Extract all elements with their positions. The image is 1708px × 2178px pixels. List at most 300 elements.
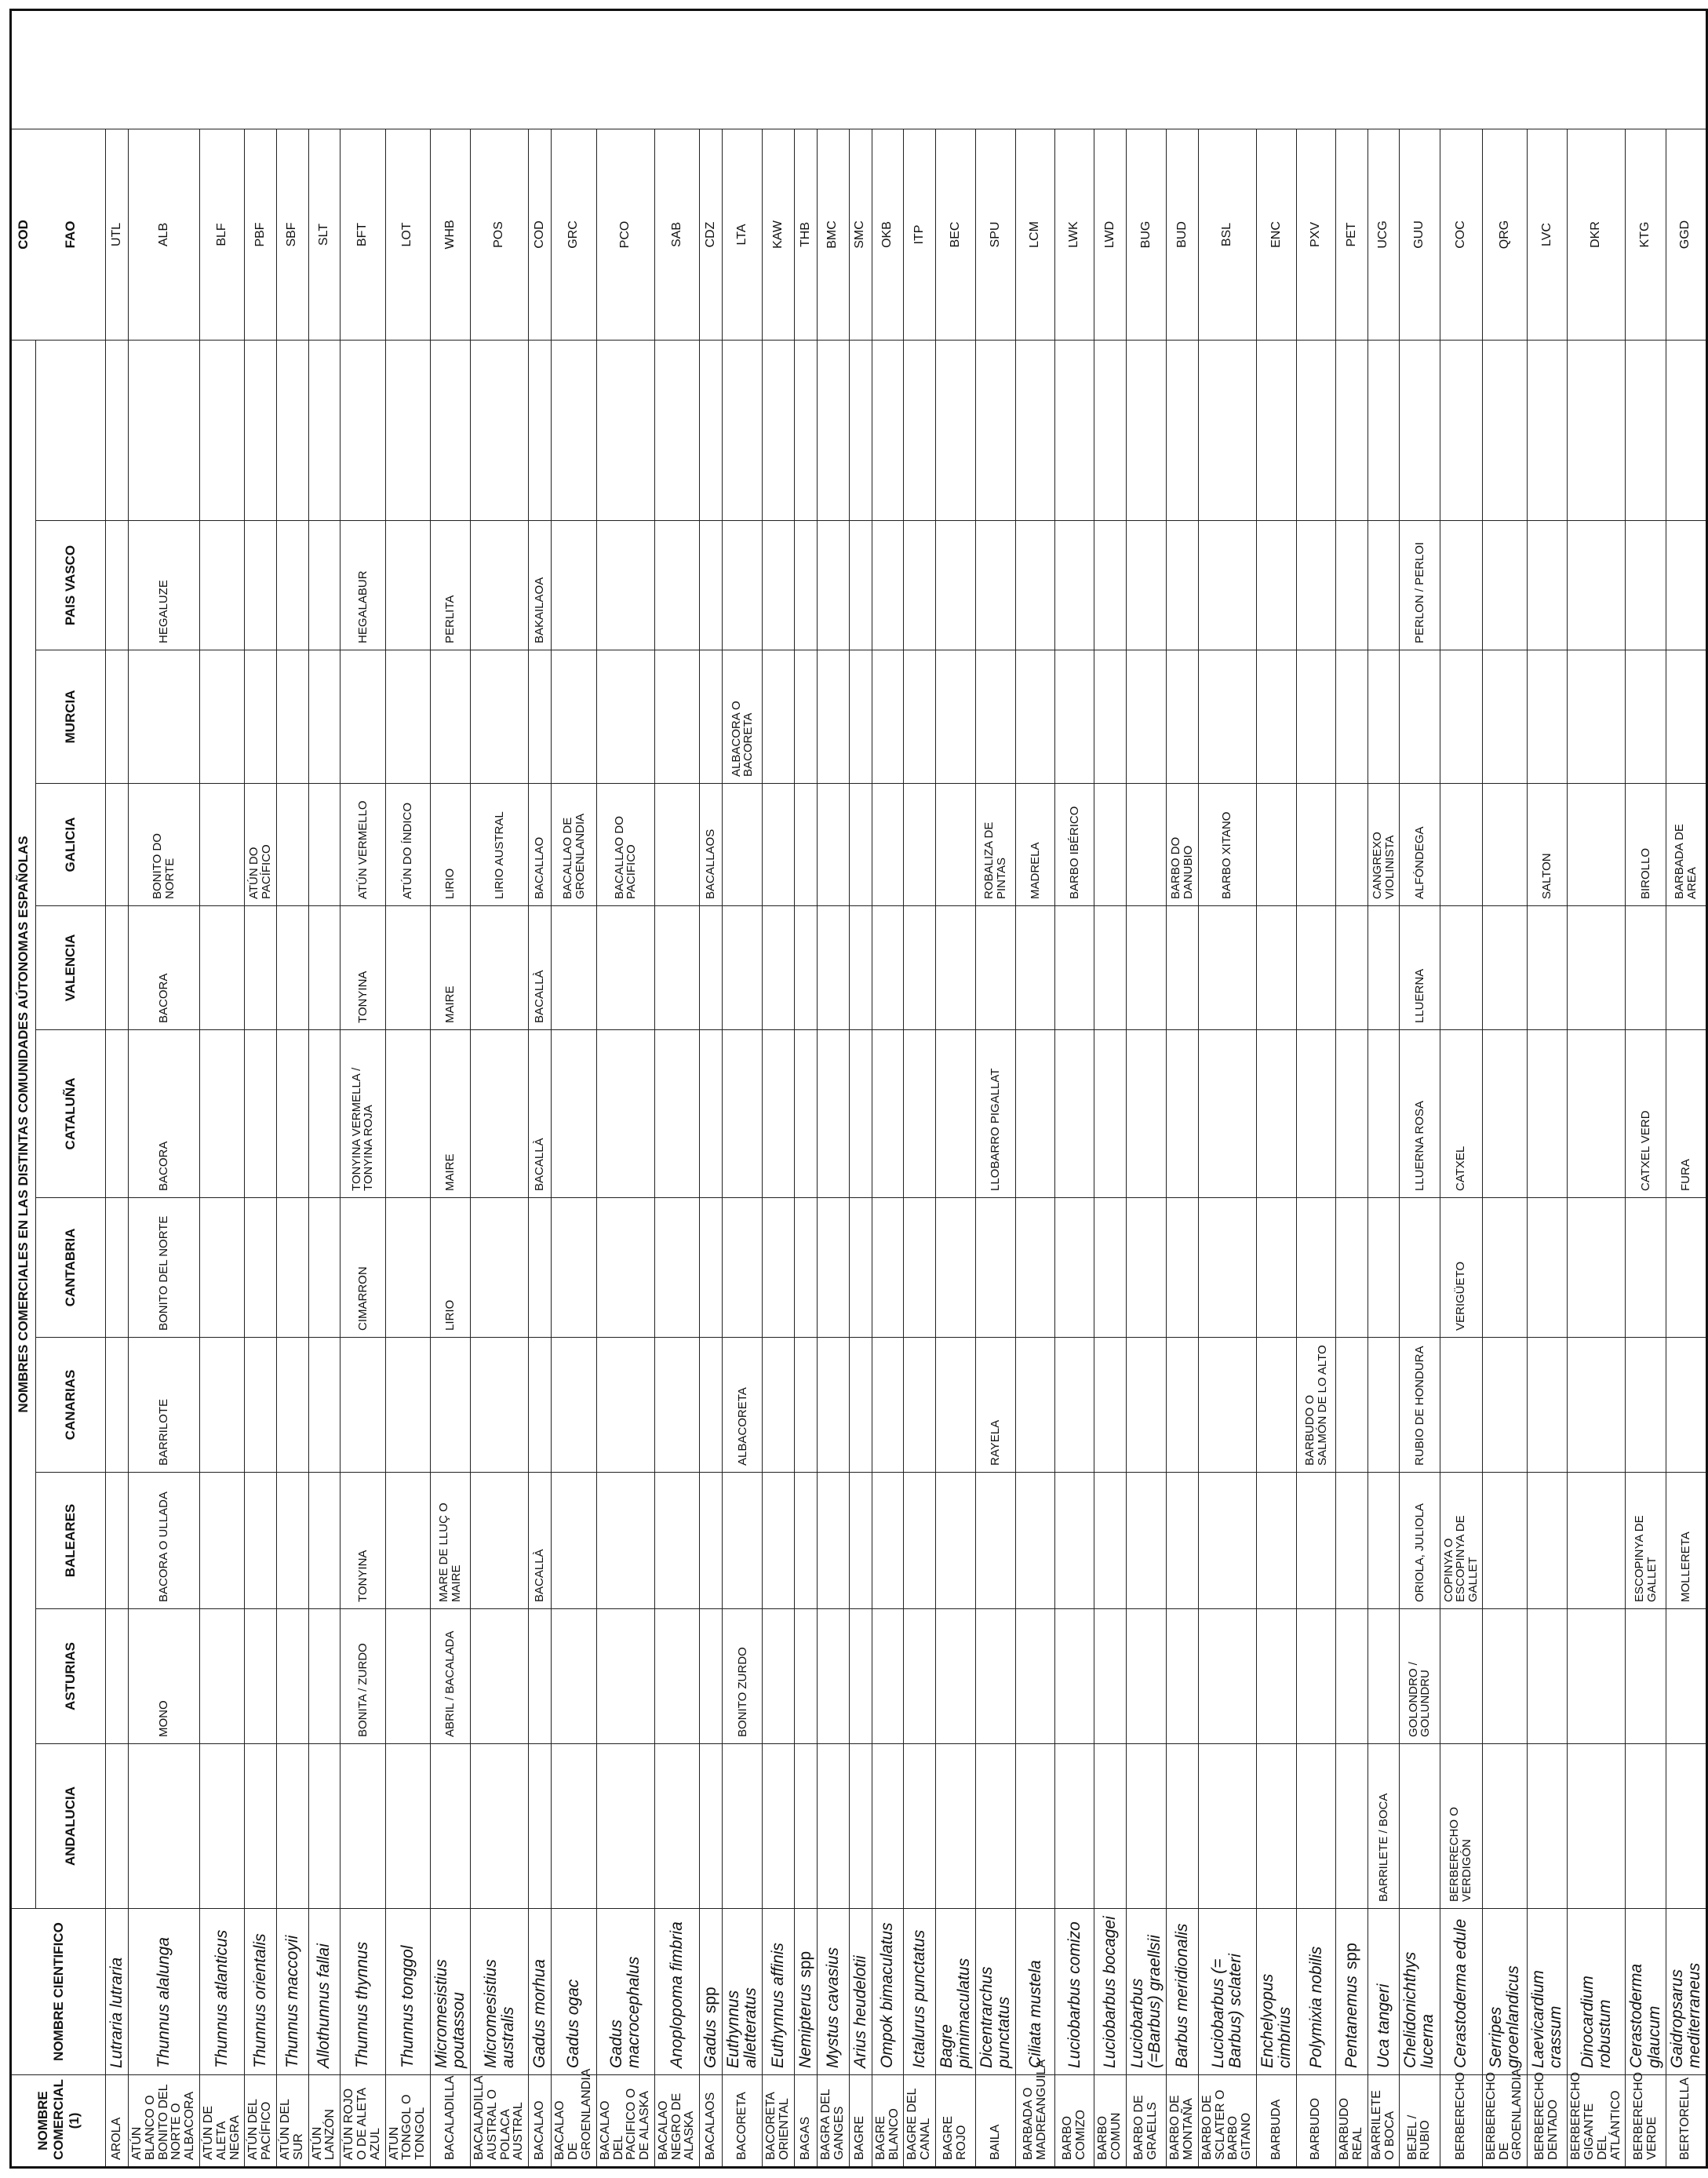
- regional-name-cell: [1440, 784, 1482, 906]
- regional-name-cell: [1256, 906, 1296, 1030]
- regional-name-cell: [471, 1473, 529, 1609]
- table-row: [723, 9, 763, 2167]
- common-name-cell: BARBO COMIZO: [1055, 2075, 1094, 2168]
- col-header-cod: COD: [11, 129, 36, 340]
- spacer-cell: [129, 340, 200, 520]
- regional-name-cell: [1127, 521, 1167, 650]
- common-name-cell: BARBUDO: [1297, 2075, 1336, 2168]
- regional-name-cell: [106, 1609, 129, 1744]
- regional-name-cell: [552, 906, 596, 1030]
- regional-name-cell: ORIOLA, JULIOLA: [1400, 1473, 1440, 1609]
- fao-code-cell: SLT: [308, 129, 341, 340]
- regional-name-cell: [935, 1030, 975, 1198]
- fao-code-cell: PXV: [1297, 129, 1336, 340]
- regional-name-cell: [1626, 1744, 1666, 1909]
- spacer-cell: [1094, 340, 1127, 520]
- fao-code-cell: ALB: [129, 129, 200, 340]
- table-title: NOMBRES COMERCIALES EN LAS DISTINTAS COMUNIDADES AÚTONOMAS ESPAÑOLAS: [11, 340, 36, 1908]
- fao-code-cell: KTG: [1626, 129, 1666, 340]
- regional-name-cell: [1666, 521, 1706, 650]
- scientific-name-text: Uca tangeri: [1374, 1983, 1393, 2068]
- regional-name-cell: [1626, 1609, 1666, 1744]
- spacer-cell: [1367, 340, 1400, 520]
- regional-name-cell: [277, 521, 309, 650]
- scientific-name-text: Gadus morhua: [530, 1959, 549, 2068]
- scientific-name-text: Serripes groenlandicus: [1486, 1965, 1522, 2068]
- scientific-name-cell: [471, 1909, 529, 2075]
- spacer-cell: [700, 340, 723, 520]
- regional-name-cell: [723, 1744, 763, 1909]
- scientific-name-text: Micromesistius poutassou: [432, 1959, 468, 2068]
- scientific-name-cell: [1055, 1909, 1094, 2075]
- regional-name-cell: [795, 1473, 818, 1609]
- regional-name-cell: [106, 1338, 129, 1473]
- regional-name-cell: [1167, 1744, 1199, 1909]
- regional-name-cell: [1016, 1609, 1055, 1744]
- regional-name-cell: [1528, 1473, 1568, 1609]
- regional-name-cell: [200, 1473, 245, 1609]
- regional-name-cell: BACORA: [129, 906, 200, 1030]
- scientific-name-cell: [341, 1909, 385, 2075]
- scientific-name-text: Thunnus thynnus: [353, 1941, 372, 2068]
- regional-name-cell: [818, 906, 850, 1030]
- regional-name-cell: [341, 1338, 385, 1473]
- regional-name-cell: [1568, 1198, 1626, 1338]
- regional-name-cell: [1127, 906, 1167, 1030]
- regional-name-cell: [654, 521, 699, 650]
- regional-name-cell: [129, 650, 200, 784]
- regional-name-cell: [1297, 1609, 1336, 1744]
- fao-code-cell: GRC: [552, 129, 596, 340]
- regional-name-cell: [471, 521, 529, 650]
- common-name-cell: AROLA: [106, 2075, 129, 2168]
- table-row: [1167, 9, 1199, 2167]
- regional-name-cell: [1367, 1198, 1400, 1338]
- regional-name-cell: [277, 906, 309, 1030]
- fao-code-cell: OKB: [872, 129, 904, 340]
- common-name-cell: BARBO DE MONTAÑA: [1167, 2075, 1199, 2168]
- regional-name-cell: [277, 1338, 309, 1473]
- fao-code-cell: POS: [471, 129, 529, 340]
- regional-name-cell: MAIRE: [430, 906, 470, 1030]
- common-name-cell: ATÚN DEL PACÍFICO: [245, 2075, 277, 2168]
- regional-name-cell: [1198, 1338, 1256, 1473]
- scientific-name-cell: [1528, 1909, 1568, 2075]
- regional-name-cell: [872, 1338, 904, 1473]
- scientific-name-cell: [596, 1909, 654, 2075]
- regional-name-cell: [849, 1609, 872, 1744]
- scientific-name-cell: [700, 1909, 723, 2075]
- regional-name-cell: [277, 1744, 309, 1909]
- regional-name-cell: [904, 906, 936, 1030]
- regional-name-cell: [552, 1744, 596, 1909]
- scientific-name-text: Polymixia nobilis: [1306, 1946, 1325, 2068]
- regional-name-cell: [1568, 1744, 1626, 1909]
- regional-name-cell: ABRIL / BACALADA: [430, 1609, 470, 1744]
- fao-code-cell: BEC: [935, 129, 975, 340]
- spacer-cell: [430, 340, 470, 520]
- regional-name-cell: [1167, 1198, 1199, 1338]
- regional-name-cell: RAYELA: [975, 1338, 1015, 1473]
- regional-name-cell: BACALLÀ: [529, 906, 552, 1030]
- regional-name-cell: [385, 1338, 430, 1473]
- regional-name-cell: [1198, 1198, 1256, 1338]
- col-header-region: CANARIAS: [36, 1338, 106, 1473]
- commercial-names-table: [9, 9, 1708, 2169]
- table-row: [1400, 9, 1440, 2167]
- regional-name-cell: [341, 650, 385, 784]
- table-row: [654, 9, 699, 2167]
- scientific-name-text: Gaidropsarus mediterraneus: [1667, 1962, 1703, 2068]
- regional-name-cell: [1198, 650, 1256, 784]
- scientific-name-text: Thunnus orientalis: [251, 1933, 270, 2068]
- regional-name-cell: [700, 1198, 723, 1338]
- regional-name-cell: [385, 1473, 430, 1609]
- regional-name-cell: [1528, 1030, 1568, 1198]
- fao-code-cell: ENC: [1256, 129, 1296, 340]
- regional-name-cell: [1167, 650, 1199, 784]
- regional-name-cell: [818, 784, 850, 906]
- scientific-name-cell: [200, 1909, 245, 2075]
- regional-name-cell: [1482, 1338, 1527, 1473]
- table-row: [430, 9, 470, 2167]
- regional-name-cell: [1016, 650, 1055, 784]
- regional-name-cell: [200, 784, 245, 906]
- scientific-name-cell: [1094, 1909, 1127, 2075]
- common-name-cell: BAGRE ROJO: [935, 2075, 975, 2168]
- regional-name-cell: [818, 1198, 850, 1338]
- col-header-region: ASTURIAS: [36, 1609, 106, 1744]
- regional-name-cell: [1094, 1030, 1127, 1198]
- scientific-name-suffix: spp: [701, 1987, 720, 2014]
- regional-name-cell: [975, 906, 1015, 1030]
- table-row: [596, 9, 654, 2167]
- regional-name-cell: [529, 1609, 552, 1744]
- regional-name-cell: [1016, 1473, 1055, 1609]
- table-row: [818, 9, 850, 2167]
- table-row: [975, 9, 1015, 2167]
- col-header-spacer: [36, 340, 106, 520]
- regional-name-cell: [1094, 521, 1127, 650]
- regional-name-cell: [654, 1473, 699, 1609]
- regional-name-cell: [1198, 1030, 1256, 1198]
- regional-name-cell: [200, 1030, 245, 1198]
- regional-name-cell: [975, 521, 1015, 650]
- regional-name-cell: [700, 1744, 723, 1909]
- fao-code-cell: BLF: [200, 129, 245, 340]
- scientific-name-text: Chelidonichthys lucerna: [1401, 1951, 1437, 2068]
- regional-name-cell: [106, 906, 129, 1030]
- spacer-cell: [596, 340, 654, 520]
- regional-name-cell: [308, 1030, 341, 1198]
- regional-name-cell: CATXEL: [1440, 1030, 1482, 1198]
- scientific-name-text: Luciobarbus (= Barbus) sclateri: [1209, 1954, 1245, 2068]
- fao-code-cell: KAW: [763, 129, 795, 340]
- scientific-name-text: Euthynnus alletteratus: [724, 1987, 760, 2068]
- table-row: [471, 9, 529, 2167]
- regional-name-cell: ATÚN VERMELLO: [341, 784, 385, 906]
- regional-name-cell: [849, 906, 872, 1030]
- fao-code-cell: SBF: [277, 129, 309, 340]
- regional-name-cell: [1666, 1198, 1706, 1338]
- regional-name-cell: [1016, 906, 1055, 1030]
- fao-code-cell: UCG: [1367, 129, 1400, 340]
- regional-name-cell: [308, 1198, 341, 1338]
- scientific-name-text: Nemipterus: [796, 1983, 815, 2068]
- regional-name-cell: [471, 1609, 529, 1744]
- regional-name-cell: BACALLAO: [529, 784, 552, 906]
- regional-name-cell: [763, 1338, 795, 1473]
- regional-name-cell: [1167, 1030, 1199, 1198]
- common-name-cell: BARBO DE GRAELLS: [1127, 2075, 1167, 2168]
- scientific-name-text: Pentanemus: [1342, 1976, 1361, 2068]
- table-row: [200, 9, 245, 2167]
- regional-name-cell: [818, 650, 850, 784]
- regional-name-cell: [200, 521, 245, 650]
- regional-name-cell: [818, 1609, 850, 1744]
- col-header-region: BALEARES: [36, 1473, 106, 1609]
- regional-name-cell: [654, 1609, 699, 1744]
- regional-name-cell: [1482, 1030, 1527, 1198]
- regional-name-cell: [308, 1473, 341, 1609]
- fao-code-cell: BMC: [818, 129, 850, 340]
- table-row: [763, 9, 795, 2167]
- regional-name-cell: [935, 1198, 975, 1338]
- regional-name-cell: [795, 1198, 818, 1338]
- scientific-name-text: Cerastoderma glaucum: [1627, 1963, 1663, 2068]
- common-name-cell: BACALAO DE GROENLANDIA: [552, 2075, 596, 2168]
- spacer-cell: [763, 340, 795, 520]
- table-row: [904, 9, 936, 2167]
- scientific-name-text: Ompok bimaculatus: [878, 1922, 897, 2068]
- regional-name-cell: TONYINA: [341, 1473, 385, 1609]
- scientific-name-text: Thunnus tonggol: [398, 1945, 417, 2068]
- scientific-name-cell: [552, 1909, 596, 2075]
- regional-name-cell: [596, 1473, 654, 1609]
- regional-name-cell: [1198, 1744, 1256, 1909]
- regional-name-cell: [277, 1198, 309, 1338]
- regional-name-cell: [1528, 1338, 1568, 1473]
- regional-name-cell: [1482, 1744, 1527, 1909]
- regional-name-cell: [1367, 1609, 1400, 1744]
- regional-name-cell: [1055, 521, 1094, 650]
- regional-name-cell: [106, 1030, 129, 1198]
- scientific-name-text: Anoplopoma fimbria: [668, 1921, 686, 2068]
- regional-name-cell: [1016, 1030, 1055, 1198]
- regional-name-cell: [818, 521, 850, 650]
- regional-name-cell: [1297, 906, 1336, 1030]
- scientific-name-text: Thunnus maccoyii: [282, 1935, 301, 2068]
- fao-code-cell: COC: [1440, 129, 1482, 340]
- regional-name-cell: ALBACORA O BACORETA: [723, 650, 763, 784]
- regional-name-cell: [1167, 521, 1199, 650]
- regional-name-cell: [1336, 1198, 1368, 1338]
- regional-name-cell: [1367, 906, 1400, 1030]
- regional-name-cell: [1666, 1338, 1706, 1473]
- regional-name-cell: [1055, 650, 1094, 784]
- spacer-cell: [277, 340, 309, 520]
- regional-name-cell: [385, 650, 430, 784]
- common-name-cell: BARBO COMUN: [1094, 2075, 1127, 2168]
- regional-name-cell: VERIGÜETO: [1440, 1198, 1482, 1338]
- scientific-name-cell: [1127, 1909, 1167, 2075]
- regional-name-cell: [308, 1609, 341, 1744]
- regional-name-cell: ATÚN DO ÍNDICO: [385, 784, 430, 906]
- regional-name-cell: [700, 1609, 723, 1744]
- regional-name-cell: [1440, 1609, 1482, 1744]
- scientific-name-text: Ictalurus punctatus: [910, 1929, 929, 2068]
- regional-name-cell: [552, 1473, 596, 1609]
- spacer-cell: [1297, 340, 1336, 520]
- regional-name-cell: [1094, 650, 1127, 784]
- regional-name-cell: [596, 1338, 654, 1473]
- scientific-name-cell: [795, 1909, 818, 2075]
- regional-name-cell: [106, 784, 129, 906]
- regional-name-cell: [1256, 1030, 1296, 1198]
- table-row: [1336, 9, 1368, 2167]
- regional-name-cell: [1256, 1198, 1296, 1338]
- regional-name-cell: [849, 1744, 872, 1909]
- table-row: [1626, 9, 1666, 2167]
- scientific-name-text: Bagre pinnimaculatus: [937, 1958, 973, 2068]
- regional-name-cell: [1094, 906, 1127, 1030]
- common-name-cell: BAGRE BLANCO: [872, 2075, 904, 2168]
- regional-name-cell: [795, 1030, 818, 1198]
- regional-name-cell: [700, 1473, 723, 1609]
- scientific-name-text: Barbus meridionalis: [1172, 1923, 1191, 2068]
- regional-name-cell: [1055, 1473, 1094, 1609]
- regional-name-cell: [654, 650, 699, 784]
- common-name-cell: BERBERECHO GIGANTE DEL ATLÁNTICO: [1568, 2075, 1626, 2168]
- regional-name-cell: [1666, 1744, 1706, 1909]
- regional-name-cell: [1127, 1338, 1167, 1473]
- regional-name-cell: [596, 521, 654, 650]
- scientific-name-cell: [308, 1909, 341, 2075]
- regional-name-cell: [552, 1198, 596, 1338]
- regional-name-cell: [1016, 1198, 1055, 1338]
- scientific-name-cell: [654, 1909, 699, 2075]
- regional-name-cell: BARBO DO DANUBIO: [1167, 784, 1199, 906]
- regional-name-cell: ATÚN DO PACÍFICO: [245, 784, 277, 906]
- regional-name-cell: [872, 906, 904, 1030]
- regional-name-cell: [430, 1338, 470, 1473]
- regional-name-cell: [763, 784, 795, 906]
- regional-name-cell: [795, 784, 818, 906]
- fao-code-cell: BUD: [1167, 129, 1199, 340]
- table-row: [277, 9, 309, 2167]
- scientific-name-cell: [1297, 1909, 1336, 2075]
- regional-name-cell: [245, 1338, 277, 1473]
- regional-name-cell: [904, 1030, 936, 1198]
- regional-name-cell: [471, 1030, 529, 1198]
- regional-name-cell: [308, 1338, 341, 1473]
- spacer-cell: [654, 340, 699, 520]
- table-row: [872, 9, 904, 2167]
- scientific-name-cell: [1016, 1909, 1055, 2075]
- regional-name-cell: [904, 1609, 936, 1744]
- spacer-cell: [245, 340, 277, 520]
- regional-name-cell: [1167, 1338, 1199, 1473]
- regional-name-cell: [471, 650, 529, 784]
- regional-name-cell: BACORA: [129, 1030, 200, 1198]
- regional-name-cell: [872, 650, 904, 784]
- regional-name-cell: [1336, 1030, 1368, 1198]
- spacer-cell: [471, 340, 529, 520]
- scientific-name-text: Allothunnus fallai: [315, 1943, 333, 2068]
- spacer-cell: [935, 340, 975, 520]
- regional-name-cell: [308, 784, 341, 906]
- regional-name-cell: ESCOPINYA DE GALLET: [1626, 1473, 1666, 1609]
- regional-name-cell: [1256, 650, 1296, 784]
- table-row: [1440, 9, 1482, 2167]
- scientific-name-suffix: spp: [796, 1950, 815, 1978]
- table-row: [129, 9, 200, 2167]
- regional-name-cell: [1482, 1609, 1527, 1744]
- scientific-name-text: Gadus ogac: [564, 1979, 583, 2068]
- regional-name-cell: [200, 1338, 245, 1473]
- spacer-cell: [385, 340, 430, 520]
- regional-name-cell: [818, 1473, 850, 1609]
- regional-name-cell: [763, 1198, 795, 1338]
- scientific-name-cell: [935, 1909, 975, 2075]
- regional-name-cell: [308, 650, 341, 784]
- regional-name-cell: [1482, 784, 1527, 906]
- regional-name-cell: TONYINA: [341, 906, 385, 1030]
- regional-name-cell: [341, 1744, 385, 1909]
- regional-name-cell: [763, 650, 795, 784]
- regional-name-cell: BAKAILAOA: [529, 521, 552, 650]
- common-name-cell: BACALADILLA: [430, 2075, 470, 2168]
- regional-name-cell: [1666, 1609, 1706, 1744]
- regional-name-cell: [1127, 1609, 1167, 1744]
- common-name-cell: BACORETA: [723, 2075, 763, 2168]
- regional-name-cell: [723, 784, 763, 906]
- spacer-cell: [795, 340, 818, 520]
- table-row: [1094, 9, 1127, 2167]
- regional-name-cell: [1055, 906, 1094, 1030]
- regional-name-cell: [200, 650, 245, 784]
- regional-name-cell: [975, 1473, 1015, 1609]
- common-name-cell: BARBADA O MADREANGUILA: [1016, 2075, 1055, 2168]
- common-name-cell: BACALAO NEGRO DE ALASKA: [654, 2075, 699, 2168]
- col-header-scientific-name: NOMBRE CIENTIFICO: [11, 1909, 106, 2075]
- regional-name-cell: [975, 1609, 1015, 1744]
- regional-name-cell: [596, 1198, 654, 1338]
- common-name-cell: ATÚN ROJO O DE ALETA AZUL: [341, 2075, 385, 2168]
- fao-code-cell: BFT: [341, 129, 385, 340]
- col-header-fao: FAO: [36, 129, 106, 340]
- fao-code-cell: LTA: [723, 129, 763, 340]
- common-name-cell: BACALAO: [529, 2075, 552, 2168]
- regional-name-cell: [1367, 650, 1400, 784]
- common-name-cell: ATUN TONGOL O TONGOL: [385, 2075, 430, 2168]
- regional-name-cell: [935, 521, 975, 650]
- scientific-name-cell: [430, 1909, 470, 2075]
- regional-name-cell: MAIRE: [430, 1030, 470, 1198]
- regional-name-cell: [471, 906, 529, 1030]
- regional-name-cell: LIRIO: [430, 1198, 470, 1338]
- regional-name-cell: [1336, 906, 1368, 1030]
- scientific-name-text: Enchelyopus cimbrius: [1258, 1973, 1294, 2068]
- regional-name-cell: [700, 650, 723, 784]
- regional-name-cell: [700, 906, 723, 1030]
- regional-name-cell: [935, 650, 975, 784]
- scientific-name-text: Dinocardium robustum: [1578, 1976, 1614, 2068]
- scientific-name-text: Lutraria lutraria: [107, 1957, 126, 2068]
- regional-name-cell: MADRELA: [1016, 784, 1055, 906]
- regional-name-cell: [1528, 1744, 1568, 1909]
- scientific-name-cell: [1400, 1909, 1440, 2075]
